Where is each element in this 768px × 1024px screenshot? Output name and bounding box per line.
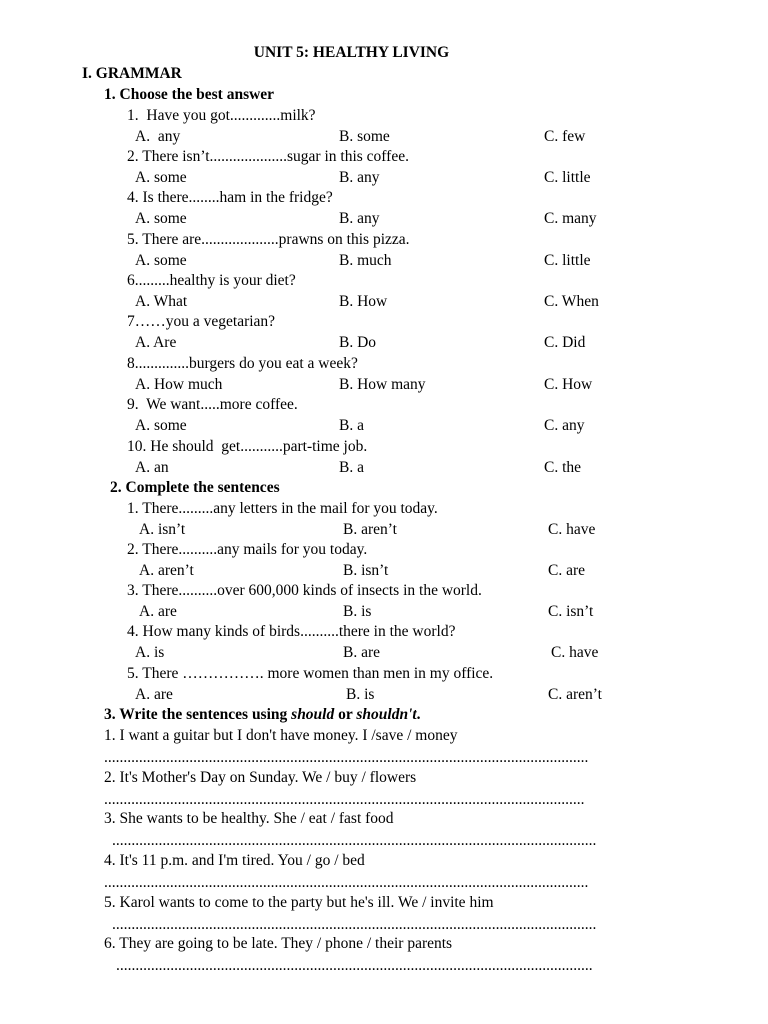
- option-c: C. have: [548, 521, 596, 538]
- part2-heading: 2. Complete the sentences: [110, 479, 280, 496]
- exercise-prompt: 6. They are going to be late. They / phone / their parents: [104, 935, 453, 952]
- option-a: A. some: [135, 169, 187, 186]
- option-c: C. aren’t: [548, 686, 602, 703]
- option-b: B. any: [339, 169, 380, 186]
- question-text: 10. He should get...........part-time job.: [127, 438, 368, 455]
- option-a: A. isn’t: [139, 521, 186, 538]
- option-c: C. any: [544, 417, 585, 434]
- option-b: B. How many: [339, 376, 426, 393]
- option-b: B. some: [339, 128, 390, 145]
- question-text: 2. There..........any mails for you today.: [127, 541, 368, 558]
- question-text: 9. We want.....more coffee.: [127, 396, 298, 413]
- option-b: B. are: [343, 644, 381, 661]
- exercise-prompt: 3. She wants to be healthy. She / eat / fast food: [104, 810, 394, 827]
- section-heading: I. GRAMMAR: [82, 65, 182, 82]
- option-b: B. Do: [339, 334, 377, 351]
- option-a: A. aren’t: [139, 562, 194, 579]
- option-c: C. Did: [544, 334, 586, 351]
- question-text: 3. There..........over 600,000 kinds of insects in the world.: [127, 582, 482, 599]
- part3-heading-prefix: 3. Write the sentences using: [104, 706, 292, 723]
- option-b: B. is: [346, 686, 375, 703]
- part1-heading: 1. Choose the best answer: [104, 86, 275, 103]
- answer-line: .............................................................................................................................: [112, 832, 597, 849]
- option-b: B. any: [339, 210, 380, 227]
- option-b: B. How: [339, 293, 388, 310]
- option-c: C. few: [544, 128, 586, 145]
- option-a: A. Are: [135, 334, 177, 351]
- option-c: C. little: [544, 252, 591, 269]
- page-title: UNIT 5: HEALTHY LIVING: [253, 44, 450, 61]
- question-text: 5. There ……………. more women than men in my office.: [127, 665, 494, 682]
- part3-heading-should: should: [291, 706, 335, 723]
- question-text: 5. There are....................prawns on this pizza.: [127, 231, 410, 248]
- option-a: A. an: [135, 459, 169, 476]
- exercise-prompt: 2. It's Mother's Day on Sunday. We / buy / flowers: [104, 769, 417, 786]
- option-a: A. What: [135, 293, 188, 310]
- option-c: C. are: [548, 562, 586, 579]
- option-b: B. isn’t: [343, 562, 389, 579]
- option-c: C. many: [544, 210, 597, 227]
- answer-line: .............................................................................................................................: [104, 749, 589, 766]
- option-c: C. little: [544, 169, 591, 186]
- question-text: 1. Have you got.............milk?: [127, 107, 316, 124]
- option-b: B. a: [339, 417, 364, 434]
- option-a: A. is: [135, 644, 165, 661]
- answer-line: .............................................................................................................................: [112, 916, 597, 933]
- option-b: B. is: [343, 603, 372, 620]
- exercise-prompt: 5. Karol wants to come to the party but he's ill. We / invite him: [104, 894, 494, 911]
- option-a: A. some: [135, 417, 187, 434]
- part3-heading: [104, 705, 421, 725]
- option-c: C. isn’t: [548, 603, 594, 620]
- exercise-prompt: 4. It's 11 p.m. and I'm tired. You / go / bed: [104, 852, 365, 869]
- option-a: A. some: [135, 210, 187, 227]
- option-c: C. the: [544, 459, 582, 476]
- question-text: 4. Is there........ham in the fridge?: [127, 189, 333, 206]
- question-text: 4. How many kinds of birds..........there in the world?: [127, 623, 456, 640]
- option-a: A. any: [135, 128, 181, 145]
- option-c: C. How: [544, 376, 593, 393]
- option-b: B. a: [339, 459, 364, 476]
- part3-heading-end: .: [416, 706, 421, 723]
- question-text: 8..............burgers do you eat a week?: [127, 355, 358, 372]
- option-a: A. are: [135, 686, 173, 703]
- option-b: B. much: [339, 252, 392, 269]
- option-a: A. are: [139, 603, 177, 620]
- question-text: 7……you a vegetarian?: [127, 313, 276, 330]
- option-a: A. How much: [135, 376, 223, 393]
- question-text: 1. There.........any letters in the mail for you today.: [127, 500, 438, 517]
- part3-heading-shouldnt: shouldn't: [356, 706, 417, 723]
- option-c: C. When: [544, 293, 599, 310]
- part3-heading-or: or: [334, 706, 357, 723]
- question-text: 2. There isn’t....................sugar in this coffee.: [127, 148, 409, 165]
- question-text: 6.........healthy is your diet?: [127, 272, 296, 289]
- exercise-prompt: 1. I want a guitar but I don't have money. I /save / money: [104, 727, 458, 744]
- option-b: B. aren’t: [343, 521, 397, 538]
- answer-line: .............................................................................................................................: [104, 874, 589, 891]
- answer-line: ...........................................................................................................................: [116, 957, 593, 974]
- option-a: A. some: [135, 252, 187, 269]
- answer-line: ............................................................................................................................: [104, 791, 585, 808]
- option-c: C. have: [551, 644, 599, 661]
